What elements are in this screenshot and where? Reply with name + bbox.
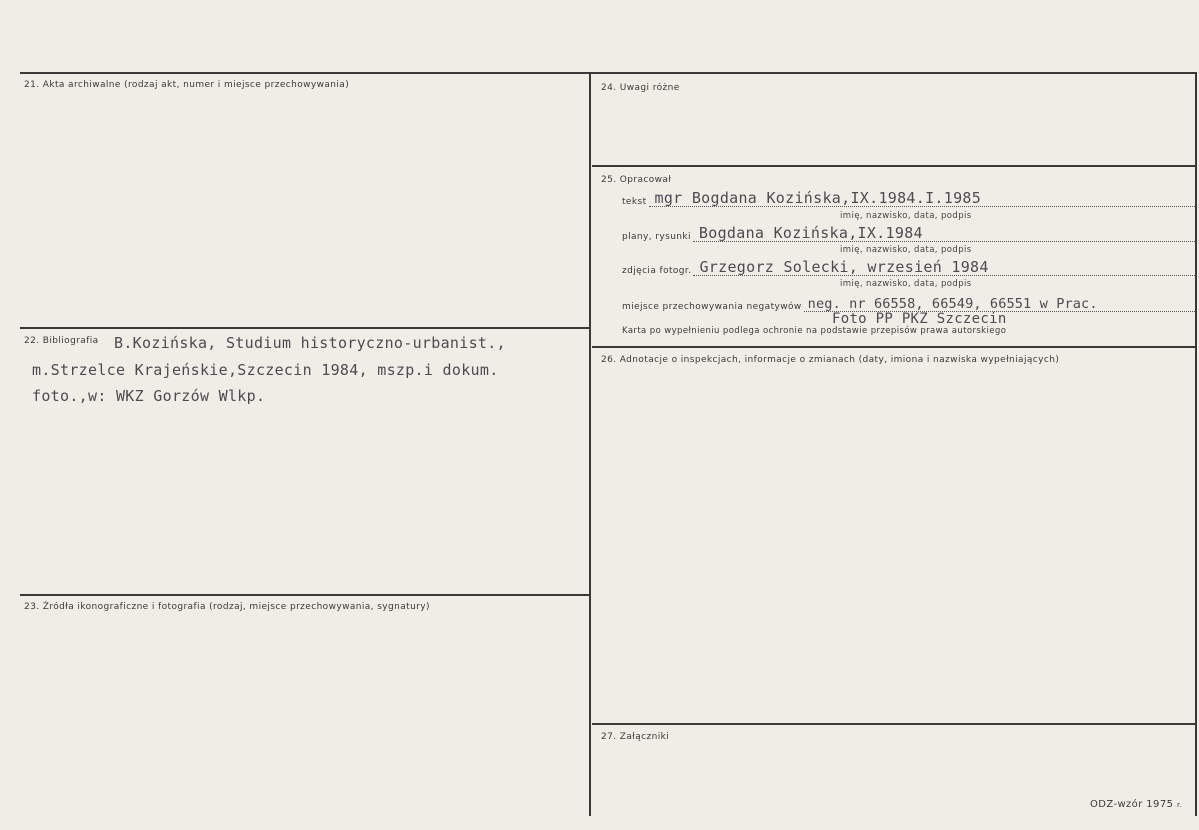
zdjecia-row: [622, 258, 1197, 276]
rule-21-22: [20, 327, 590, 329]
tekst-caption: imię, nazwisko, data, podpis: [840, 211, 972, 221]
section-27-label: 27. Załączniki: [601, 732, 670, 742]
form-id: [1090, 799, 1182, 810]
plany-field: [693, 224, 1197, 242]
tekst-field: [649, 189, 1198, 207]
zdjecia-label: zdjęcia fotogr.: [622, 266, 692, 276]
rule-25-26: [592, 346, 1197, 348]
rule-26-27: [592, 723, 1197, 725]
bibliography-line-3: foto.,w: WKZ Gorzów Wlkp.: [32, 387, 266, 405]
top-rule: [20, 72, 1197, 74]
negatywy-value-line2: Foto PP PKZ Szczecin: [832, 311, 1007, 327]
tekst-row: [622, 189, 1197, 207]
bibliography-line-2: m.Strzelce Krajeńskie,Szczecin 1984, mszp.i dokum.: [32, 361, 499, 379]
plany-value: Bogdana Kozińska,IX.1984: [698, 224, 923, 242]
tekst-label: tekst: [622, 197, 647, 207]
form-id-suffix: r.: [1176, 801, 1183, 809]
zdjecia-field: [693, 258, 1197, 276]
section-23-label: 23. Źródła ikonograficzne i fotografia (rodzaj, miejsce przechowywania, sygnatury): [24, 602, 430, 612]
copyright-note: Karta po wypełnieniu podlega ochronie na podstawie przepisów prawa autorskiego: [622, 326, 1007, 336]
bibliography-line-1: B.Kozińska, Studium historyczno-urbanist.,: [114, 334, 506, 352]
zdjecia-value: Grzegorz Solecki, wrzesień 1984: [699, 258, 989, 276]
center-divider: [589, 72, 591, 816]
negatywy-field: [804, 297, 1195, 312]
section-25-label: 25. Opracował: [601, 175, 672, 185]
rule-24-25: [592, 165, 1197, 167]
rule-22-23: [20, 594, 590, 596]
negatywy-row: [622, 297, 1195, 312]
section-24-label: 24. Uwagi różne: [601, 83, 680, 93]
zdjecia-caption: imię, nazwisko, data, podpis: [840, 279, 972, 289]
negatywy-value: neg. nr 66558, 66549, 66551 w Prac.: [807, 296, 1098, 312]
section-22-label: 22. Bibliografia: [24, 336, 99, 346]
right-border: [1195, 72, 1197, 816]
section-21-label: 21. Akta archiwalne (rodzaj akt, numer i miejsce przechowywania): [24, 80, 350, 90]
form-id-text: ODZ-wzór 1975: [1090, 799, 1174, 810]
plany-caption: imię, nazwisko, data, podpis: [840, 245, 972, 255]
section-26-label: 26. Adnotacje o inspekcjach, informacje o zmianach (daty, imiona i nazwiska wypełniających): [601, 355, 1060, 365]
negatywy-label: miejsce przechowywania negatywów: [622, 302, 802, 312]
plany-label: plany, rysunki: [622, 232, 691, 242]
plany-row: [622, 224, 1197, 242]
tekst-value: mgr Bogdana Kozińska,IX.1984.I.1985: [654, 189, 982, 207]
